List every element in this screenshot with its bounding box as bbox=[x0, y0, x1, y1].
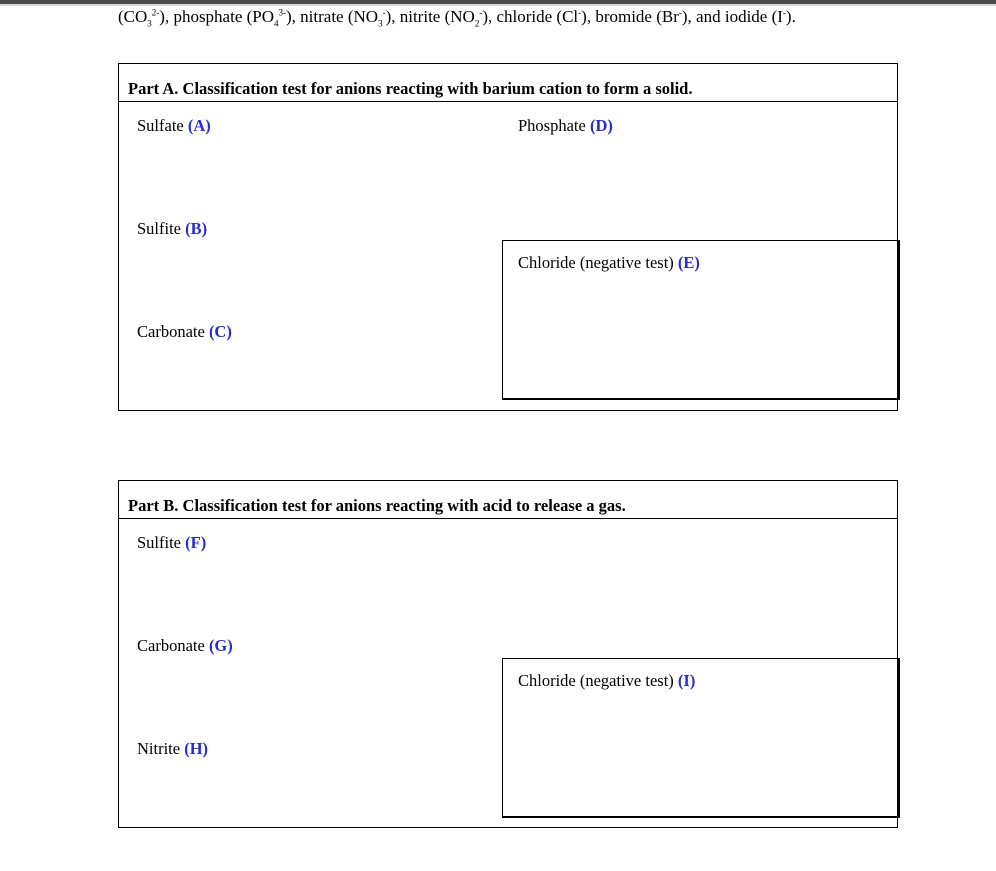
intro-segment: 4 bbox=[274, 18, 279, 29]
part-a-sulfate-label bbox=[137, 116, 211, 136]
nitrite-name: Nitrite bbox=[137, 739, 181, 758]
part-b-title: Part B. Classification test for anions reacting with acid to release a gas. bbox=[119, 481, 897, 519]
intro-segment: - bbox=[479, 7, 483, 18]
carbonate-letter: (C) bbox=[208, 322, 232, 341]
part-b-chloride-label bbox=[518, 671, 695, 691]
intro-segment: - bbox=[382, 7, 386, 18]
intro-segment: ), phosphate (PO bbox=[159, 7, 275, 26]
part-a-title: Part A. Classification test for anions reacting with barium cation to form a solid. bbox=[119, 64, 897, 102]
carbonate-name: Carbonate bbox=[137, 636, 205, 655]
sulfate-name: Sulfate bbox=[137, 116, 184, 135]
intro-segment: ), nitrite (NO bbox=[385, 7, 475, 26]
chloride-letter: (E) bbox=[677, 253, 700, 272]
sulfite-name: Sulfite bbox=[137, 533, 181, 552]
phosphate-letter: (D) bbox=[589, 116, 613, 135]
carbonate-name: Carbonate bbox=[137, 322, 205, 341]
phosphate-name: Phosphate bbox=[518, 116, 586, 135]
part-b-sulfite-label bbox=[137, 533, 206, 553]
intro-segment: - bbox=[678, 7, 682, 18]
carbonate-letter: (G) bbox=[208, 636, 233, 655]
part-b-nitrite-label bbox=[137, 739, 208, 759]
intro-segment: ), chloride (Cl bbox=[482, 7, 579, 26]
top-rule bbox=[0, 0, 996, 4]
intro-segment: ). bbox=[785, 7, 796, 26]
intro-segment: 3 bbox=[147, 18, 152, 29]
intro-segment: (CO bbox=[118, 7, 148, 26]
intro-segment: ), and iodide (I bbox=[681, 7, 783, 26]
part-a-table bbox=[118, 63, 898, 411]
part-b-carbonate-label bbox=[137, 636, 233, 656]
part-b-table bbox=[118, 480, 898, 828]
part-a-chloride-label bbox=[518, 253, 700, 273]
intro-segment: 3 bbox=[378, 18, 383, 29]
intro-segment: 3- bbox=[278, 7, 287, 18]
chloride-name: Chloride (negative test) bbox=[518, 671, 674, 690]
chloride-name: Chloride (negative test) bbox=[518, 253, 674, 272]
part-a-chloride-box bbox=[502, 240, 900, 400]
part-b-chloride-box bbox=[502, 658, 900, 818]
sulfate-letter: (A) bbox=[187, 116, 211, 135]
part-a-sulfite-label bbox=[137, 219, 207, 239]
part-a-carbonate-label bbox=[137, 322, 232, 342]
nitrite-letter: (H) bbox=[184, 739, 209, 758]
part-a-phosphate-label bbox=[518, 116, 613, 136]
sulfite-letter: (F) bbox=[185, 533, 207, 552]
top-rule-shadow bbox=[0, 4, 996, 6]
intro-segment: - bbox=[782, 7, 786, 18]
intro-segment: 2 bbox=[474, 18, 480, 29]
sulfite-letter: (B) bbox=[185, 219, 208, 238]
intro-anion-list bbox=[118, 7, 796, 27]
intro-segment: ), nitrate (NO bbox=[286, 7, 379, 26]
intro-segment: 2- bbox=[151, 7, 160, 18]
intro-segment: ), bromide (Br bbox=[581, 7, 679, 26]
sulfite-name: Sulfite bbox=[137, 219, 181, 238]
intro-segment: - bbox=[578, 7, 582, 18]
chloride-letter: (I) bbox=[677, 671, 696, 690]
